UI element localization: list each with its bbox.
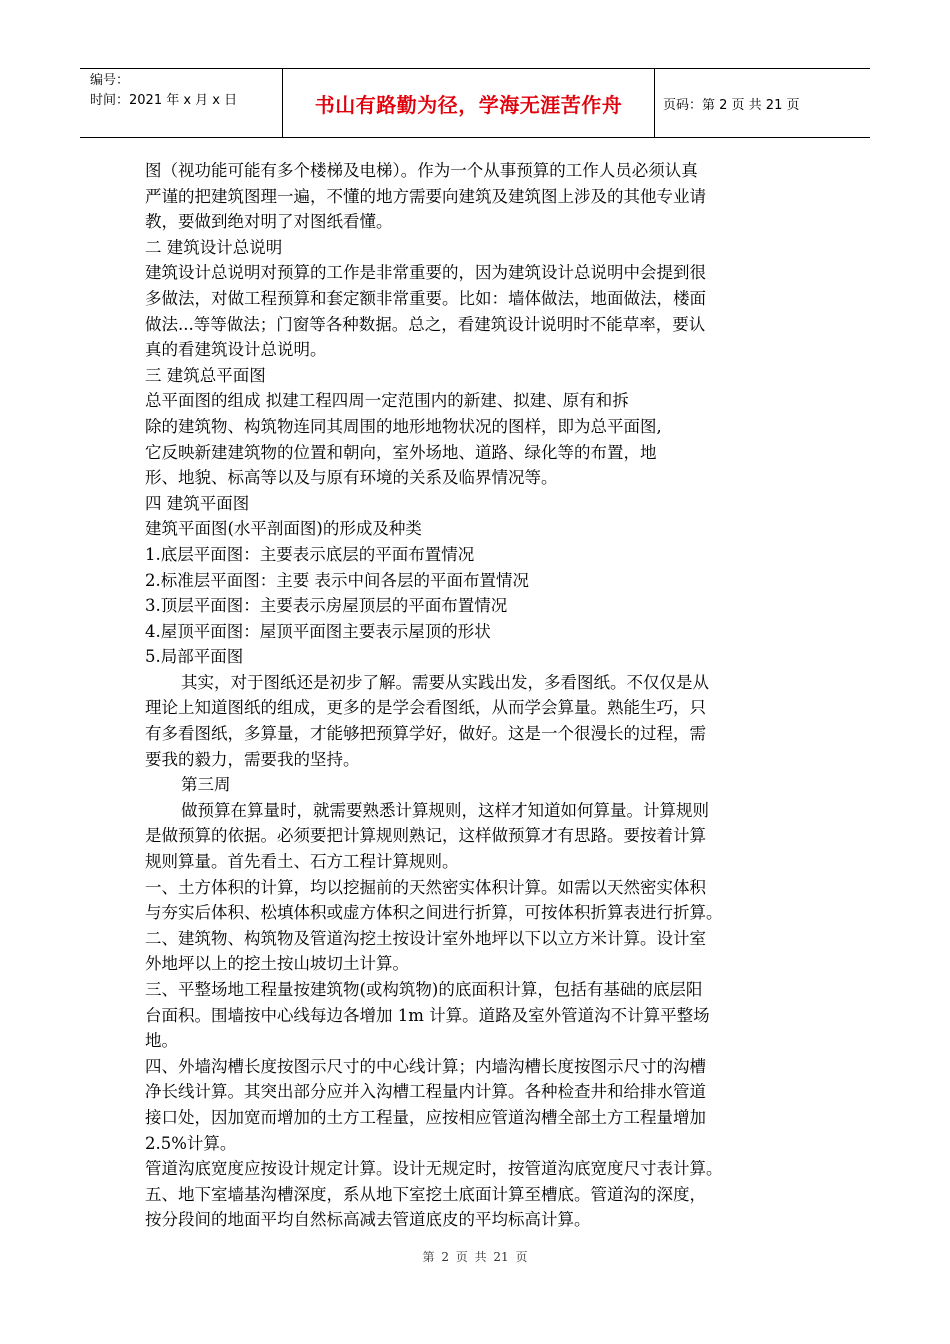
body-line: 做法...等等做法；门窗等各种数据。总之，看建筑设计说明时不能草率，要认 [145,314,706,334]
body-line: 2.标准层平面图：主要 表示中间各层的平面布置情况 [145,570,529,590]
body-line: 总平面图的组成 拟建工程四周一定范围内的新建、拟建、原有和拆 [145,391,629,411]
body-line: 管道沟底宽度应按设计规定计算。设计无规定时，按管道沟底宽度尺寸表计算。 [145,1159,723,1179]
body-line: 第三周 [181,775,231,795]
body-line: 是做预算的依据。必须要把计算规则熟记，这样做预算才有思路。要按着计算 [145,826,706,846]
body-line: 真的看建筑设计总说明。 [145,340,327,360]
date-label: 时间：2021 年 x 月 x 日 [90,93,238,108]
body-line: 严谨的把建筑图理一遍，不懂的地方需要向建筑及建筑图上涉及的其他专业请 [145,186,706,206]
body-line: 5.局部平面图 [145,647,244,667]
number-label: 编号： [90,73,130,88]
document-body [145,158,815,1233]
body-line: 做预算在算量时，就需要熟悉计算规则，这样才知道如何算量。计算规则 [181,800,709,820]
body-line: 4.屋顶平面图：屋顶平面图主要表示屋顶的形状 [145,621,491,641]
page-header [80,68,870,138]
header-motto-cell [283,69,655,137]
body-line: 图（视功能可能有多个楼梯及电梯）。作为一个从事预算的工作人员必须认真 [145,161,698,180]
body-line: 台面积。围墙按中心线每边各增加 1m 计算。道路及室外管道沟不计算平整场 [145,1005,710,1025]
body-line: 其实，对于图纸还是初步了解。需要从实践出发，多看图纸。不仅仅是从 [181,672,709,692]
body-line: 与夯实后体积、松填体积或虚方体积之间进行折算，可按体积折算表进行折算。 [145,903,723,923]
body-line: 接口处，因加宽而增加的土方工程量，应按相应管道沟槽全部土方工程量增加 [145,1107,706,1127]
header-meta [80,69,283,137]
body-line: 四、外墙沟槽长度按图示尺寸的中心线计算；内墙沟槽长度按图示尺寸的沟槽 [145,1056,706,1076]
body-line: 1.底层平面图：主要表示底层的平面布置情况 [145,544,475,564]
body-line: 要我的毅力，需要我的坚持。 [145,749,360,769]
body-line: 五、地下室墙基沟槽深度，系从地下室挖土底面计算至槽底。管道沟的深度， [145,1184,706,1204]
body-line: 形、地貌、标高等以及与原有环境的关系及临界情况等。 [145,468,558,488]
body-line: 理论上知道图纸的组成，更多的是学会看图纸，从而学会算量。熟能生巧，只 [145,698,706,718]
body-line: 三 建筑总平面图 [145,365,266,385]
header-page-cell [655,69,870,137]
body-line: 除的建筑物、构筑物连同其周围的地形地物状况的图样，即为总平面图, [145,416,662,436]
body-line: 按分段间的地面平均自然标高减去管道底皮的平均标高计算。 [145,1210,591,1230]
page-footer: 第 2 页 共 21 页 [422,1250,528,1264]
body-line: 规则算量。首先看土、石方工程计算规则。 [145,852,459,872]
body-line: 二 建筑设计总说明 [145,237,283,257]
body-line: 它反映新建建筑物的位置和朝向，室外场地、道路、绿化等的布置，地 [145,442,657,462]
body-line: 多做法，对做工程预算和套定额非常重要。比如：墙体做法，地面做法，楼面 [145,288,706,308]
body-line: 三、平整场地工程量按建筑物(或构筑物)的底面积计算，包括有基础的底层阳 [145,980,703,999]
motto-text: 书山有路勤为径，学海无涯苦作舟 [314,92,623,117]
body-line: 二、建筑物、构筑物及管道沟挖土按设计室外地坪以下以立方米计算。设计室 [145,928,706,948]
body-line: 2.5%计算。 [145,1133,237,1153]
body-line: 一、土方体积的计算，均以挖掘前的天然密实体积计算。如需以天然密实体积 [145,877,706,897]
page-number-label: 页码：第 2 页 共 21 页 [663,97,800,113]
body-line: 建筑平面图(水平剖面图)的形成及种类 [145,519,422,539]
body-line: 地。 [145,1031,178,1051]
body-line: 净长线计算。其突出部分应并入沟槽工程量内计算。各种检查井和给排水管道 [145,1082,706,1102]
body-line: 建筑设计总说明对预算的工作是非常重要的，因为建筑设计总说明中会提到很 [145,263,706,283]
body-line: 四 建筑平面图 [145,493,250,513]
body-line: 教，要做到绝对明了对图纸看懂。 [145,212,393,232]
body-line: 外地坪以上的挖土按山坡切土计算。 [145,954,409,974]
body-line: 有多看图纸，多算量，才能够把预算学好，做好。这是一个很漫长的过程，需 [145,724,706,744]
body-line: 3.顶层平面图：主要表示房屋顶层的平面布置情况 [145,596,508,616]
